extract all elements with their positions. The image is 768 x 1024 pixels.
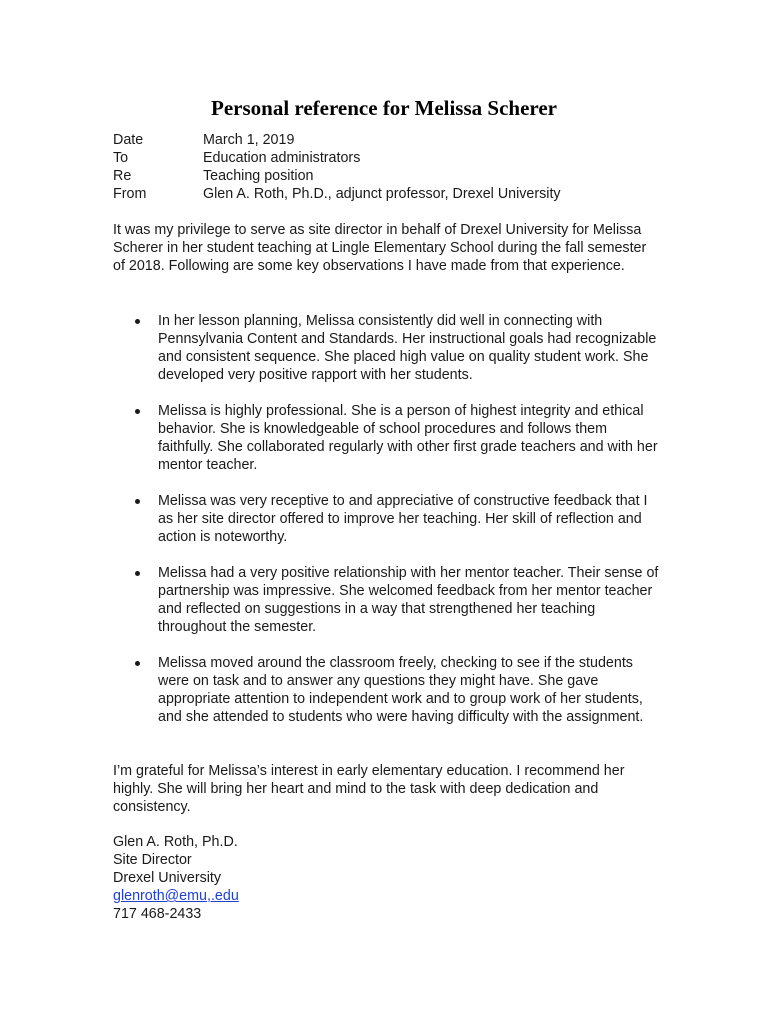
memo-value-date: March 1, 2019 bbox=[203, 132, 295, 148]
list-item-text: Melissa moved around the classroom freely, checking to see if the students were on task and to answer any questions they might have. She gave appropriate attention to independent work and to group work of her students, and she attended to students who were having difficulty with the assignment. bbox=[158, 655, 644, 725]
document-title: Personal reference for Melissa Scherer bbox=[211, 96, 557, 120]
list-item-text: Melissa was very receptive to and appreciative of constructive feedback that I as her site director offered to improve her teaching. Her skill of reflection and action is noteworthy. bbox=[158, 493, 648, 545]
memo-header-row-to bbox=[113, 149, 713, 167]
bullet-icon bbox=[135, 571, 140, 576]
bullet-icon bbox=[135, 661, 140, 666]
list-item-text: Melissa had a very positive relationship with her mentor teacher. Their sense of partnership was impressive. She welcomed feedback from her mentor teacher and reflected on suggestions in a way that strengthened her teaching throughout the semester. bbox=[158, 565, 659, 635]
intro-paragraph: It was my privilege to serve as site director in behalf of Drexel University for Melissa Scherer in her student teaching at Lingle Elementary School during the fall semester of 2018. Following are some key observations I have made from that experience. bbox=[113, 222, 647, 274]
bullet-icon bbox=[135, 409, 140, 414]
memo-label-re: Re bbox=[113, 168, 132, 184]
memo-label-date: Date bbox=[113, 132, 144, 148]
memo-header-row-date bbox=[113, 131, 713, 149]
memo-value-re: Teaching position bbox=[203, 168, 314, 184]
memo-value-from: Glen A. Roth, Ph.D., adjunct professor, Drexel University bbox=[203, 186, 561, 202]
list-item-text: Melissa is highly professional. She is a person of highest integrity and ethical behavior. She is knowledgeable of school procedures and follows them faithfully. She collaborated regularly with other first grade teachers and with her mentor teacher. bbox=[158, 403, 658, 473]
signature-email-link[interactable]: glenroth@emu,.edu bbox=[113, 888, 239, 904]
bullet-icon bbox=[135, 499, 140, 504]
observations-list bbox=[113, 312, 663, 744]
closing-paragraph: I’m grateful for Melissa’s interest in early elementary education. I recommend her highly. She will bring her heart and mind to the task with deep dedication and consistency. bbox=[113, 763, 625, 815]
list-item bbox=[113, 654, 663, 726]
signature-block bbox=[113, 833, 513, 923]
list-item-text: In her lesson planning, Melissa consistently did well in connecting with Pennsylvania Content and Standards. Her instructional goals had recognizable and consistent sequence. She placed high value on quality student work. She developed very positive rapport with her students. bbox=[158, 313, 657, 383]
signature-title: Site Director bbox=[113, 852, 192, 868]
list-item bbox=[113, 492, 663, 546]
memo-header bbox=[113, 131, 713, 203]
list-item bbox=[113, 312, 663, 384]
list-item bbox=[113, 564, 663, 636]
memo-value-to: Education administrators bbox=[203, 150, 361, 166]
bullet-icon bbox=[135, 319, 140, 324]
list-item bbox=[113, 402, 663, 474]
memo-header-row-re bbox=[113, 167, 713, 185]
memo-header-row-from bbox=[113, 185, 713, 203]
signature-name: Glen A. Roth, Ph.D. bbox=[113, 834, 238, 850]
signature-organization: Drexel University bbox=[113, 870, 222, 886]
memo-label-to: To bbox=[113, 150, 129, 166]
memo-label-from: From bbox=[113, 186, 147, 202]
signature-phone: 717 468-2433 bbox=[113, 906, 202, 922]
